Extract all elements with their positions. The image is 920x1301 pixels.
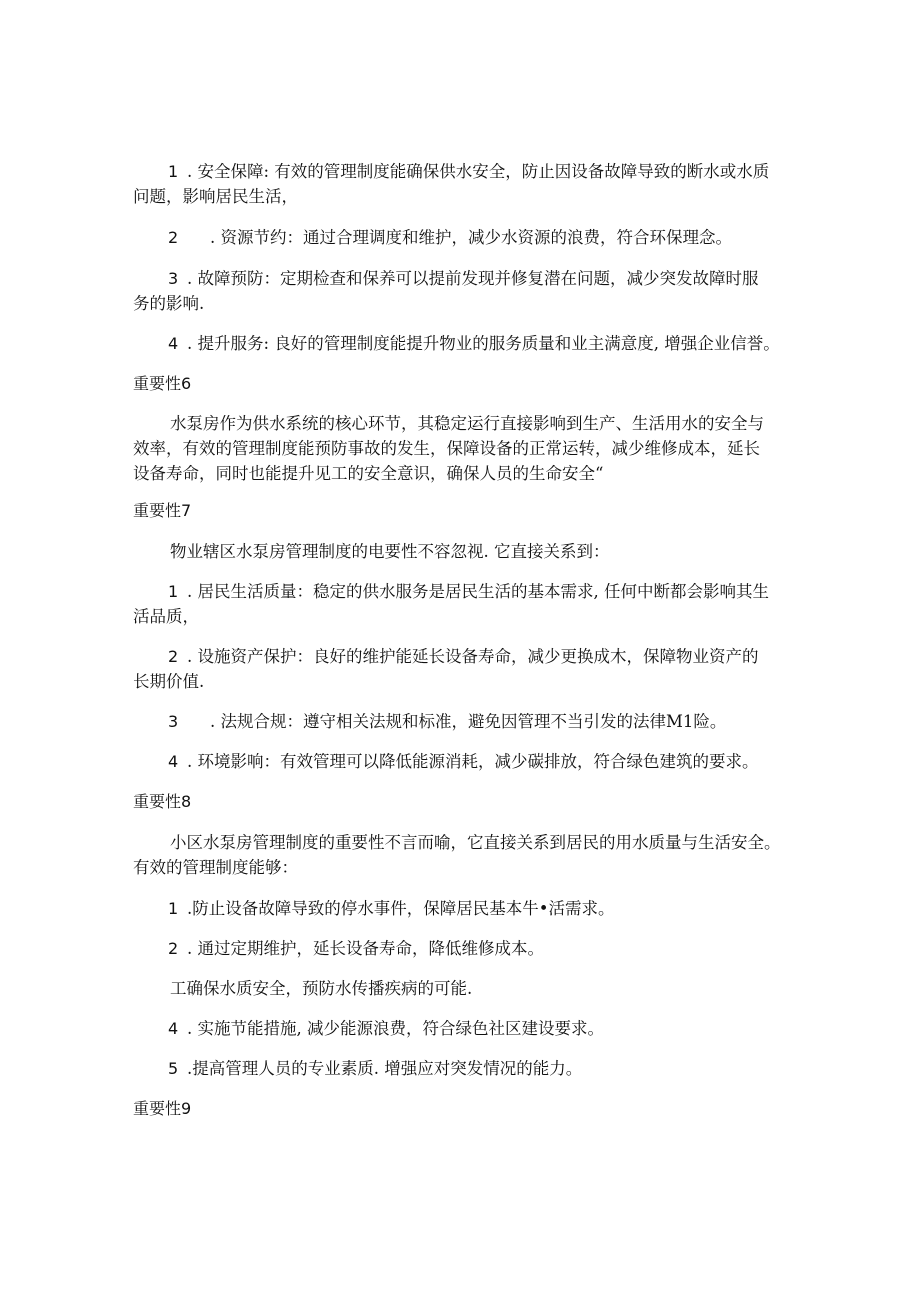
- list-item-number: 1: [168, 582, 179, 601]
- section-heading: 重要性6: [133, 374, 192, 393]
- list-item-text: . 设施资产保护：良好的维护能延长设备寿命，减少更换成木，保障物业资产的: [187, 647, 759, 666]
- list-item-number: 3: [168, 269, 179, 288]
- list-item-number: 2: [168, 647, 179, 666]
- list-item-number: 1: [168, 162, 179, 181]
- list-item-number: 1: [168, 899, 179, 918]
- list-item-number: 2: [168, 939, 179, 958]
- list-item-number: 5: [168, 1059, 179, 1078]
- list-item-text-continued: 务的影响.: [133, 294, 205, 313]
- paragraph-line: 水泵房作为供水系统的核心环节，其稳定运行直接影响到生产、生活用水的安全与: [170, 414, 764, 433]
- section-heading: 重要性7: [133, 501, 192, 520]
- list-item-number: 3: [168, 712, 179, 731]
- list-item-text-continued: 问题，影响居民生活，: [133, 187, 298, 206]
- paragraph-line: 有效的管理制度能够：: [133, 858, 298, 877]
- list-item-text: . 法规合规：遵守相关法规和标准，避免因管理不当引发的法律M1险。: [210, 712, 727, 731]
- list-item-text: .防止设备故障导致的停水事件，保障居民基本牛•活需求。: [187, 899, 615, 918]
- list-item-number: 4: [168, 1019, 179, 1038]
- list-item-text: .提高管理人员的专业素质. 增强应对突发情况的能力。: [187, 1059, 583, 1078]
- paragraph-line: 物业辖区水泵房管理制度的电要性不容忽视. 它直接关系到：: [170, 542, 610, 561]
- list-item-text: . 环境影响：有效管理可以降低能源消耗，减少碳排放，符合绿色建筑的要求。: [187, 752, 759, 771]
- list-item-text: . 故障预防：定期检查和保养可以提前发现并修复潜在问题，减少突发故障时服: [187, 269, 759, 288]
- list-item-text-continued: 活品质，: [133, 607, 199, 626]
- list-item-text: . 安全保障: 有效的管理制度能确保供水安全，防止因设备故障导致的断水或水质: [187, 162, 770, 181]
- list-item-text: . 居民生活质量：稳定的供水服务是居民生活的基本需求, 任何中断都会影响其生: [187, 582, 769, 601]
- list-item-text: . 实施节能措施, 减少能源浪费，符合绿色社区建设要求。: [187, 1019, 604, 1038]
- list-item-text-continued: 长期价值.: [133, 672, 205, 691]
- list-item-text: 工确保水质安全，预防水传播疾病的可能.: [170, 979, 473, 998]
- list-item-number: 2: [168, 228, 179, 247]
- paragraph-line: 设备寿命，同时也能提升见工的安全意识，确保人员的生命安全“: [133, 464, 604, 483]
- list-item-number: 4: [168, 334, 179, 353]
- paragraph-line: 小区水泵房管理制度的重要性不言而喻，它直接关系到居民的用水质量与生活安全。: [170, 833, 781, 852]
- list-item-text: . 资源节约：通过合理调度和维护，减少水资源的浪费，符合环保理念。: [210, 228, 732, 247]
- list-item-text: . 提升服务: 良好的管理制度能提升物业的服务质量和业主满意度, 增强企业信誉。: [187, 334, 780, 353]
- list-item-number: 4: [168, 752, 179, 771]
- list-item-text: . 通过定期维护，延长设备寿命，降低维修成本。: [187, 939, 544, 958]
- section-heading: 重要性8: [133, 792, 192, 811]
- section-heading: 重要性9: [133, 1099, 192, 1118]
- paragraph-line: 效率，有效的管理制度能预防事故的发生，保障设备的正常运转，减少维修成本，延长: [133, 439, 760, 458]
